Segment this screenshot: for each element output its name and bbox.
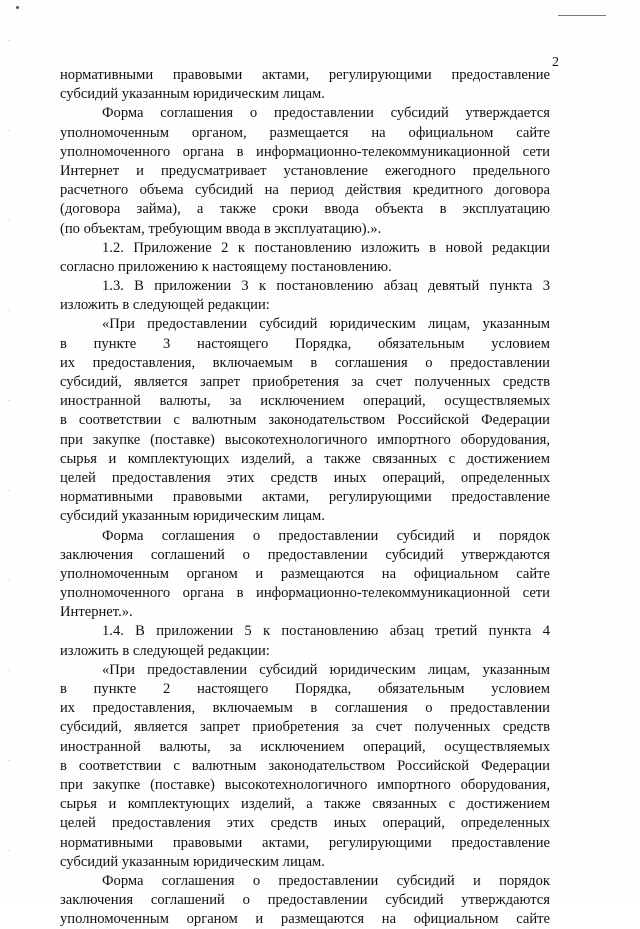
- scan-dot-mark: [16, 6, 19, 9]
- text-line: нормативными правовыми актами, регулирующими предоставление: [60, 834, 550, 851]
- text-line: целей предоставления этих средств иных операций, определенных: [60, 815, 550, 832]
- text-line: при закупке (поставке) высокотехнологичного импортного оборудования,: [60, 431, 550, 448]
- text-line: нормативными правовыми актами, регулирующими предоставление: [60, 489, 550, 506]
- text-line: уполномоченным органом и размещаются на официальном сайте: [60, 565, 550, 582]
- text-line: Форма соглашения о предоставлении субсидий и порядок: [102, 527, 550, 544]
- text-line: Форма соглашения о предоставлении субсидий утверждается: [102, 105, 550, 122]
- document-body: [60, 66, 550, 929]
- text-line: изложить в следующей редакции:: [60, 642, 270, 659]
- text-line: (по объектам, требующим ввода в эксплуатацию).».: [60, 220, 382, 237]
- text-line: в соответствии с валютным законодательством Российской Федерации: [60, 412, 550, 429]
- text-line: их предоставления, включаемым в соглашения о предоставлении: [60, 354, 550, 371]
- text-line: сырья и комплектующих изделий, а также связанных с достижением: [60, 796, 550, 813]
- text-line: Интернет и предусматривает установление ежегодного предельного: [60, 162, 550, 179]
- text-line: (договора займа), а также сроки ввода объекта в эксплуатацию: [60, 201, 550, 218]
- text-line: уполномоченного органа в информационно-телекоммуникационной сети: [60, 143, 550, 160]
- text-line: в пункте 3 настоящего Порядка, обязательным условием: [60, 335, 550, 352]
- text-line: иностранной валюты, за исключением операций, осуществляемых: [60, 393, 550, 410]
- text-line: в пункте 2 настоящего Порядка, обязательным условием: [60, 681, 550, 697]
- text-line: при закупке (поставке) высокотехнологичного импортного оборудования,: [60, 776, 550, 793]
- text-line: Интернет.».: [60, 604, 133, 621]
- text-line: сырья и комплектующих изделий, а также связанных с достижением: [60, 450, 550, 467]
- text-line: субсидий указанным юридическим лицам.: [60, 86, 325, 103]
- text-line: расчетного объема субсидий на период действия кредитного договора: [60, 182, 550, 199]
- text-line: субсидий, является запрет приобретения за счет полученных средств: [60, 374, 550, 390]
- text-line: в соответствии с валютным законодательством Российской Федерации: [60, 757, 550, 774]
- text-line: субсидий, является запрет приобретения за счет полученных средств: [60, 719, 550, 736]
- scan-margin-specks: [8, 0, 10, 905]
- text-line: «При предоставлении субсидий юридическим лицам, указанным: [102, 316, 550, 333]
- page-number: 2: [552, 55, 559, 70]
- text-line: иностранной валюты, за исключением операций, осуществляемых: [60, 738, 550, 755]
- text-line: нормативными правовыми актами, регулирующими предоставление: [60, 67, 550, 83]
- text-line: уполномоченным органом, размещается на официальном сайте: [60, 124, 550, 141]
- text-line: 1.2. Приложение 2 к постановлению изложить в новой редакции: [102, 239, 550, 256]
- text-line: Форма соглашения о предоставлении субсидий и порядок: [102, 872, 550, 889]
- text-line: заключения соглашений о предоставлении субсидий утверждаются: [60, 546, 550, 563]
- text-line: уполномоченным органом и размещаются на официальном сайте: [60, 911, 550, 928]
- text-line: заключения соглашений о предоставлении субсидий утверждаются: [60, 892, 550, 909]
- text-line: «При предоставлении субсидий юридическим лицам, указанным: [102, 661, 550, 678]
- text-line: 1.4. В приложении 5 к постановлению абзац третий пункта 4: [102, 623, 550, 640]
- text-line: субсидий указанным юридическим лицам.: [60, 508, 325, 525]
- text-line: согласно приложению к настоящему постановлению.: [60, 258, 392, 275]
- text-line: изложить в следующей редакции:: [60, 297, 270, 314]
- text-line: их предоставления, включаемым в соглашения о предоставлении: [60, 700, 550, 717]
- scan-corner-line: [558, 15, 606, 16]
- text-line: целей предоставления этих средств иных операций, определенных: [60, 469, 550, 486]
- text-line: 1.3. В приложении 3 к постановлению абзац девятый пункта 3: [102, 278, 550, 295]
- text-line: субсидий указанным юридическим лицам.: [60, 853, 325, 870]
- text-line: уполномоченного органа в информационно-телекоммуникационной сети: [60, 585, 550, 602]
